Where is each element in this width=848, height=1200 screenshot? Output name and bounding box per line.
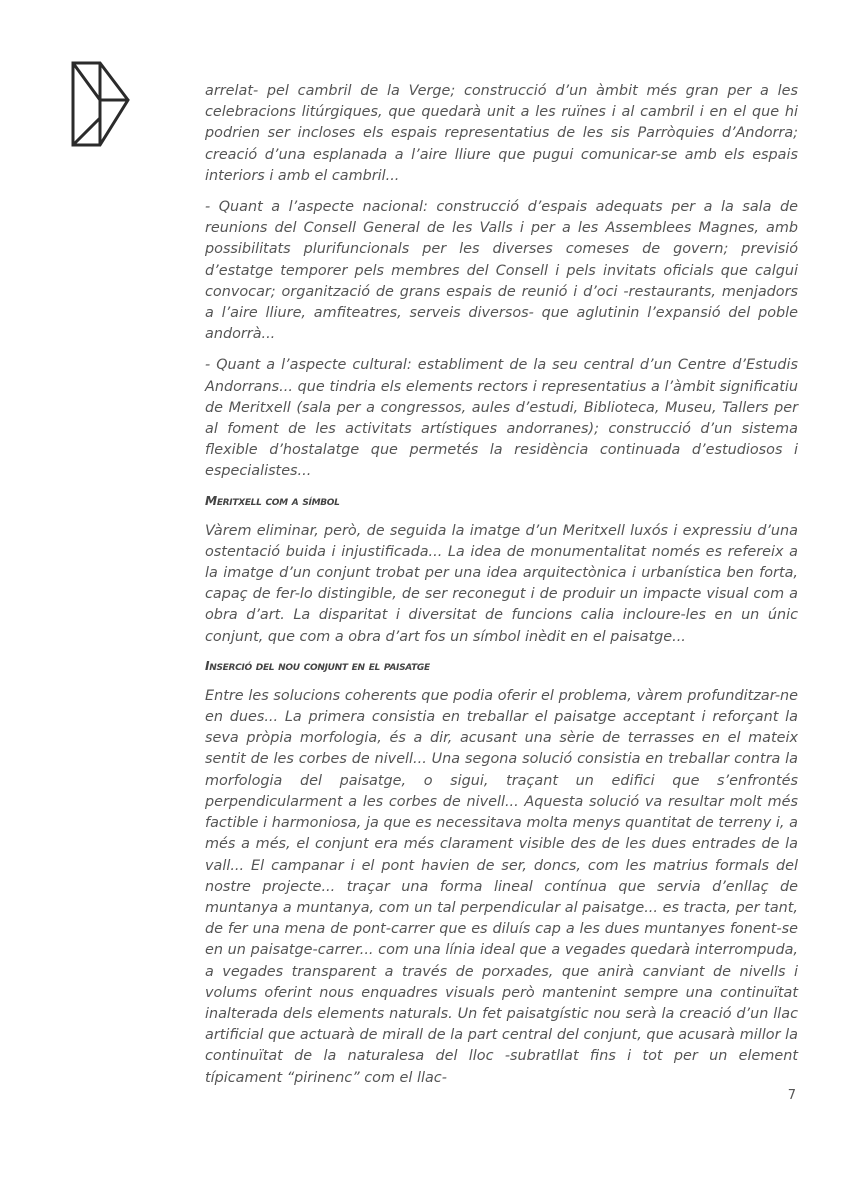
section-heading-symbol: Meritxell com a símbol	[205, 493, 340, 508]
document-body	[205, 81, 798, 1099]
paragraph-landscape: Entre les solucions coherents que podia oferir el problema, vàrem profunditzar-ne en dues... La primera consistia en treballar el paisatge acceptant i reforçant la seva pròpia morfologia, és a dir, acusant una sèrie de terrasses en el mateix sentit de les corbes de nivell... Una segona solució consistia en treballar contra la morfologia del paisatge, o sigui, traçant un edifici que s’enfrontés perpendicularment a les corbes de nivell... Aquesta solució va resultar molt més factible i harmoniosa, ja que es necessitava molta menys quantitat de terreny i, a més a més, el conjunt era més clarament visible des de les dues entrades de la vall... El campanar i el pont havien de ser, doncs, com les matrius formals del nostre projecte... traçar una forma lineal contínua que servia d’enllaç de muntanya a muntanya, com un tal perpendicular al paisatge... es tracta, per tant, de fer una mena de pont-carrer que es diluís cap a les dues muntanyes fonent-se en un paisatge-carrer... com una línia ideal que a vegades quedarà interrompuda, a vegades transparent a través de porxades, que anirà canviant de nivells i volums oferint nous enquadres visuals però mantenint sempre una continuïtat inalterada dels elements naturals. Un fet paisatgístic nou serà la creació d’un llac artificial que actuarà de mirall de la part central del conjunt, que acusarà millor la continuïtat de la naturalesa del lloc -subratllat fins i tot per un element típicament “pirinenc” com el llac-	[205, 687, 798, 1086]
paragraph-cultural-aspect: - Quant a l’aspecte cultural: establiment de la seu central d’un Centre d’Estudis Andorrans... que tindria els elements rectors i representatius a l’àmbit significatiu de Meritxell (sala per a congressos, aules d’estudi, Biblioteca, Museu, Tallers per al foment de les activitats artístiques andorranes); construcció d’un sistema flexible d’hostalatge que permetés la residència continuada d’estudiosos i especialistes...	[205, 357, 798, 480]
paragraph-symbol: Vàrem eliminar, però, de seguida la imatge d’un Meritxell luxós i expressiu d’una ostentació buida i injustificada... La idea de monumentalitat només es refereix a la imatge d’un conjunt trobat per una idea arquitectònica i urbanística ben forta, capaç de fer-lo distingible, de ser reconegut i de produir un impacte visual com a obra d’art. La disparitat i diversitat de funcions calia incloure-les en un únic conjunt, que com a obra d’art fos un símbol inèdit en el paisatge...	[205, 522, 798, 645]
paragraph-national-aspect: - Quant a l’aspecte nacional: construcció d’espais adequats per a la sala de reunions del Consell General de les Valls i per a les Assemblees Magnes, amb possibilitats plurifuncionals per les diverses comeses de govern; previsió d’estatge temporer pels membres del Consell i pels invitats oficials que calgui convocar; organització de grans espais de reunió i d’oci -restaurants, menjadors a l’aire lliure, amfiteatres, serveis diversos- que aglutinin l’expansió del poble andorrà...	[205, 199, 798, 343]
stylized-d-logo-icon	[70, 60, 132, 148]
paragraph-intro-1: arrelat- pel cambril de la Verge; construcció d’un àmbit més gran per a les celebracions litúrgiques, que quedarà unit a les ruïnes i al cambril i en el que hi podrien ser incloses els espais representatius de les sis Parròquies d’Andorra; creació d’una esplanada a l’aire lliure que pugui comunicar-se amb els espais interiors i amb el cambril...	[205, 83, 798, 184]
page-number: 7	[787, 1088, 796, 1103]
section-heading-landscape: Inserció del nou conjunt en el paisatge	[205, 658, 430, 673]
